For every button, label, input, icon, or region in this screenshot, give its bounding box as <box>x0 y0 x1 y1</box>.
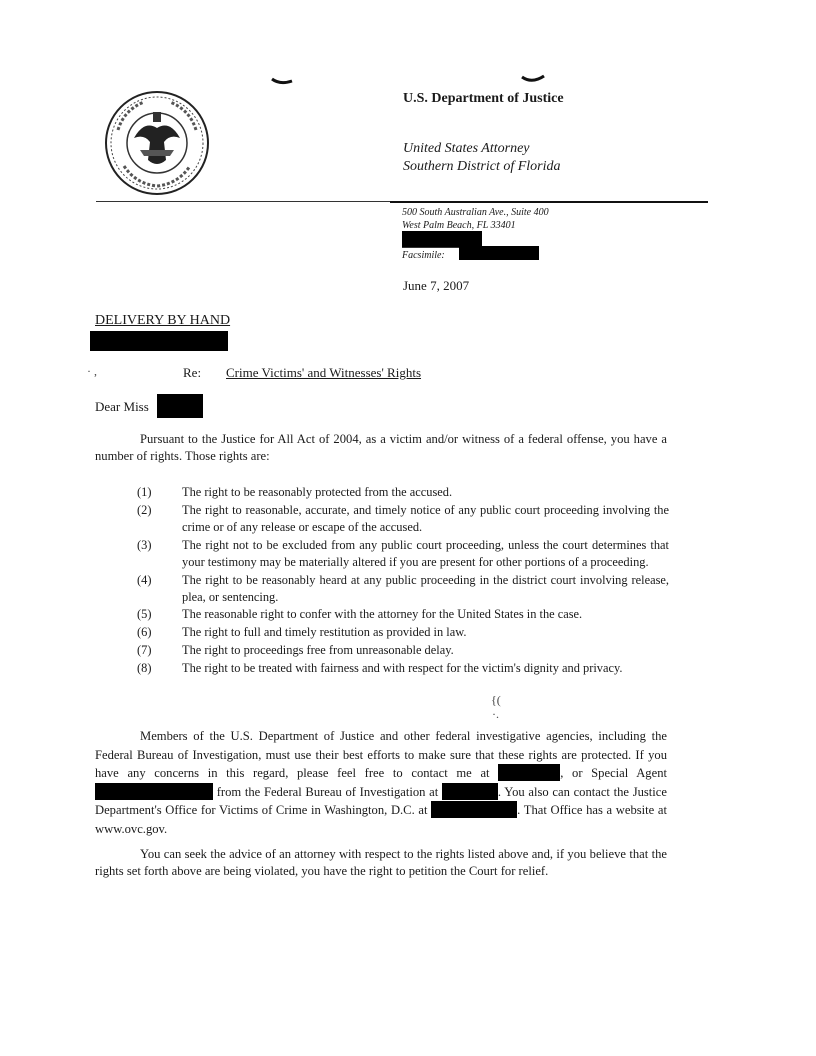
right-number: (2) <box>137 502 152 517</box>
right-text: The right to reasonable, accurate, and timely notice of any public court proceeding involving the crime or of any release or escape of the accused. <box>182 502 669 534</box>
right-text: The right to proceedings free from unreasonable delay. <box>182 642 454 657</box>
redaction-ovc-phone <box>431 801 517 818</box>
members-text-1: Members of the U.S. Department of Justice and other federal investigative agencies, including the Federal Bureau of Investigation, must use their best efforts to make sure that these rights are protected. If you have any concerns in this regard, please feel free to contact me at <box>95 729 667 780</box>
office-name <box>403 140 561 176</box>
right-text: The right to be treated with fairness and with respect for the victim's dignity and privacy. <box>182 660 623 675</box>
stray-mark-2: ·. <box>492 707 499 721</box>
redaction-fbi-phone <box>442 783 498 800</box>
right-item <box>137 624 669 641</box>
redaction-agent-name <box>95 783 213 800</box>
right-number: (8) <box>137 660 152 675</box>
stray-mark-margin: · , <box>87 364 97 378</box>
right-item <box>137 484 669 501</box>
stray-mark-1: {( <box>491 693 501 707</box>
members-text-3: from the Federal Bureau of Investigation at <box>216 784 439 799</box>
rights-list <box>137 484 669 677</box>
right-item <box>137 642 669 659</box>
members-text-2: , or Special Agent <box>560 766 667 780</box>
members-text-5: . That Office has a website at www.ovc.gov. <box>95 803 668 836</box>
top-mark-left <box>270 76 294 88</box>
delivery-method: DELIVERY BY HAND <box>95 313 231 328</box>
office-address <box>402 206 549 232</box>
members-text-4: . You also can contact the Justice Department's Office for Victims of Crime in Washington, D.C. at <box>95 784 667 817</box>
re-label: Re: <box>183 365 202 380</box>
right-text: The right to full and timely restitution as provided in law. <box>182 625 467 640</box>
salutation: Dear Miss <box>95 399 149 414</box>
advice-paragraph: You can seek the advice of an attorney with respect to the rights listed above and, if you believe that the rights set forth above are being violated, you have the right to petition the Court for relief. <box>95 847 667 879</box>
right-item <box>137 572 669 606</box>
letter-date: June 7, 2007 <box>403 278 470 293</box>
address-line-1: 500 South Australian Ave., Suite 400 <box>402 207 549 218</box>
address-line-2: West Palm Beach, FL 33401 <box>402 220 516 231</box>
facsimile-label: Facsimile: <box>402 250 445 261</box>
right-number: (3) <box>137 537 152 552</box>
office-line-1: United States Attorney <box>403 141 530 156</box>
redaction-recipient-name <box>157 394 203 418</box>
right-text: The right to be reasonably protected from the accused. <box>182 485 453 499</box>
right-item <box>137 606 669 623</box>
redaction-recipient <box>90 331 228 351</box>
redaction-facsimile <box>459 246 539 260</box>
right-text: The right not to be excluded from any public court proceeding, unless the court determines that your testimony may be materially altered if you are present for other portions of a proceeding. <box>182 537 669 569</box>
right-item <box>137 660 669 677</box>
right-number: (5) <box>137 607 152 622</box>
letterhead-divider-left <box>96 201 390 202</box>
office-line-2: Southern District of Florida <box>403 159 561 174</box>
right-item <box>137 502 669 536</box>
intro-paragraph: Pursuant to the Justice for All Act of 2004, as a victim and/or witness of a federal offense, you have a number of rights. Those rights are: <box>95 432 667 464</box>
re-subject: Crime Victims' and Witnesses' Rights <box>226 365 422 380</box>
right-number: (4) <box>137 572 152 587</box>
letterhead-divider-right <box>390 201 708 203</box>
redaction-contact-phone <box>498 764 560 781</box>
redaction-phone <box>402 231 482 247</box>
members-paragraph <box>95 727 667 838</box>
right-number: (7) <box>137 642 152 657</box>
right-number: (1) <box>137 485 152 499</box>
top-mark-right <box>520 72 546 86</box>
department-name: U.S. Department of Justice <box>403 91 564 106</box>
right-text: The reasonable right to confer with the attorney for the United States in the case. <box>182 607 583 622</box>
right-text: The right to be reasonably heard at any public proceeding in the district court involving release, plea, or sentencing. <box>182 572 669 604</box>
right-number: (6) <box>137 625 152 640</box>
right-item <box>137 537 669 571</box>
doj-seal-icon <box>104 90 210 196</box>
